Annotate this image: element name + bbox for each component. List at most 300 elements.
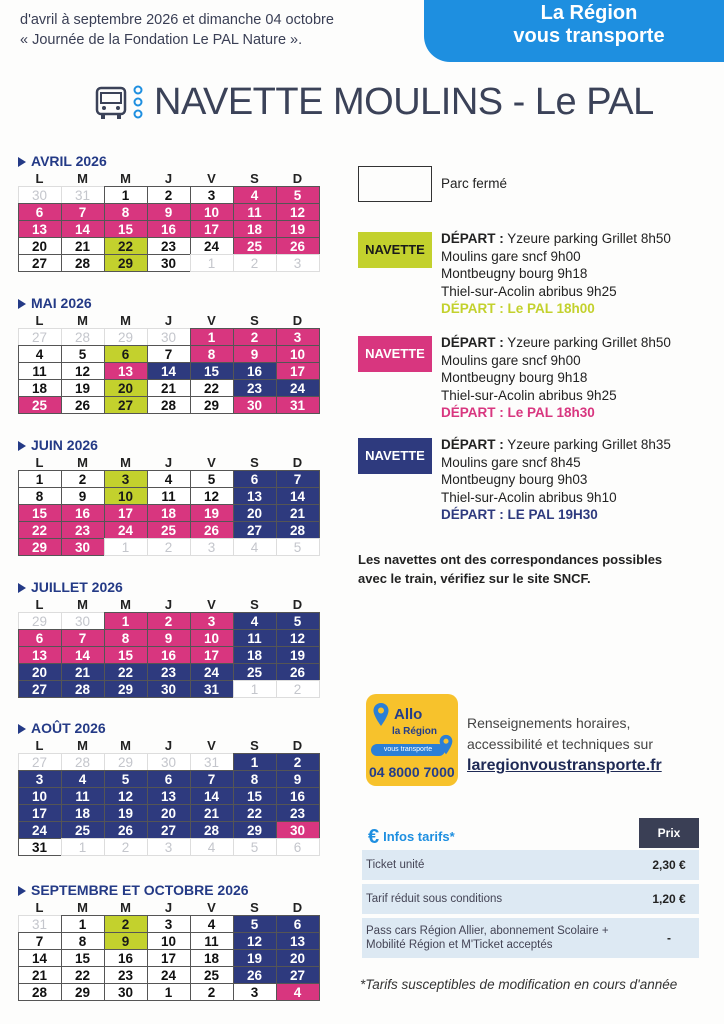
day-cell: 18 [147, 504, 191, 522]
day-cell: 21 [190, 804, 234, 822]
day-cell: 4 [147, 470, 191, 488]
triangle-icon [18, 724, 26, 734]
day-cell: 3 [276, 254, 320, 272]
day-cell: 15 [18, 504, 62, 522]
month-grid [18, 900, 320, 1000]
tarif-value: 1,20 € [652, 892, 686, 906]
tarifs-table [362, 818, 699, 962]
day-cell: 11 [147, 487, 191, 505]
tarifs-title-wrap [368, 826, 455, 849]
day-cell: 17 [190, 220, 234, 238]
day-cell: 19 [276, 220, 320, 238]
route-line [441, 334, 671, 352]
month-title [18, 579, 320, 595]
day-cell: 14 [61, 220, 105, 238]
day-cell: 21 [147, 379, 191, 397]
day-header: J [164, 597, 173, 612]
day-cell: 18 [18, 379, 62, 397]
day-cell: 7 [147, 345, 191, 363]
tarifs-header [362, 818, 699, 850]
day-cell: 15 [233, 787, 277, 805]
day-cell: 21 [276, 504, 320, 522]
euro-icon: € [368, 826, 380, 848]
day-cell: 20 [104, 379, 148, 397]
day-cell: 30 [18, 186, 62, 204]
day-cell: 22 [190, 379, 234, 397]
day-cell: 1 [104, 186, 148, 204]
day-header: M [77, 900, 88, 915]
day-cell: 30 [147, 680, 191, 698]
day-header: D [292, 900, 303, 915]
day-cell: 13 [18, 220, 62, 238]
day-cell: 16 [233, 362, 277, 380]
day-cell: 24 [276, 379, 320, 397]
day-cell: 2 [233, 254, 277, 272]
day-cell: 16 [276, 787, 320, 805]
day-cell: 7 [276, 470, 320, 488]
note-line-1: Les navettes ont des correspondances possibles [358, 552, 663, 567]
day-cell: 8 [233, 770, 277, 788]
day-header: S [250, 313, 259, 328]
map-pin-icon [372, 702, 390, 728]
day-cell: 7 [190, 770, 234, 788]
day-cell: 10 [190, 203, 234, 221]
day-cell: 13 [233, 487, 277, 505]
day-cell: 9 [147, 203, 191, 221]
day-cell: 15 [61, 949, 105, 967]
day-cell: 3 [104, 470, 148, 488]
day-cell: 6 [233, 470, 277, 488]
day-header: S [250, 171, 259, 186]
day-cell: 22 [104, 663, 148, 681]
day-cell: 25 [190, 966, 234, 984]
month-name: AVRIL 2026 [31, 153, 107, 169]
day-cell: 31 [18, 915, 62, 933]
day-header: S [250, 597, 259, 612]
day-header: M [77, 455, 88, 470]
tarif-label: Tarif réduit sous conditions [366, 893, 503, 905]
day-cell: 17 [147, 949, 191, 967]
day-cell: 19 [233, 949, 277, 967]
day-cell: 3 [18, 770, 62, 788]
day-cell: 14 [18, 949, 62, 967]
day-cell: 9 [233, 345, 277, 363]
day-cell: 9 [61, 487, 105, 505]
route-line [441, 436, 671, 454]
day-cell: 19 [61, 379, 105, 397]
day-cell: 17 [190, 646, 234, 664]
day-cell: 1 [147, 983, 191, 1001]
day-cell: 7 [61, 629, 105, 647]
tarif-value: 2,30 € [652, 858, 686, 872]
month-title [18, 720, 320, 736]
day-cell: 25 [233, 237, 277, 255]
day-cell: 18 [61, 804, 105, 822]
month-grid [18, 313, 320, 413]
day-cell: 1 [104, 538, 148, 556]
day-header: V [207, 738, 216, 753]
day-cell: 30 [147, 328, 191, 346]
day-header: V [207, 313, 216, 328]
day-header: L [35, 455, 44, 470]
month-title [18, 437, 320, 453]
day-cell: 20 [276, 949, 320, 967]
day-cell: 16 [147, 646, 191, 664]
day-cell: 23 [147, 663, 191, 681]
day-cell: 11 [18, 362, 62, 380]
day-cell: 14 [190, 787, 234, 805]
day-cell: 8 [18, 487, 62, 505]
day-cell: 28 [190, 821, 234, 839]
day-cell: 4 [190, 838, 234, 856]
day-cell: 8 [104, 629, 148, 647]
day-header: J [164, 171, 173, 186]
day-cell: 27 [18, 753, 62, 771]
day-cell: 7 [61, 203, 105, 221]
day-header: D [292, 313, 303, 328]
route-line: Thiel-sur-Acolin abribus 9h10 [441, 489, 617, 505]
day-cell: 1 [61, 915, 105, 933]
tarif-row [362, 918, 699, 958]
day-header: V [207, 455, 216, 470]
day-cell: 8 [61, 932, 105, 950]
day-cell: 9 [147, 629, 191, 647]
day-cell: 1 [104, 612, 148, 630]
route-line: Montbeugny bourg 9h18 [441, 370, 588, 385]
day-cell: 10 [104, 487, 148, 505]
triangle-icon [18, 157, 26, 167]
day-cell: 26 [190, 521, 234, 539]
day-cell: 12 [190, 487, 234, 505]
depart-stop: Yzeure parking Grillet 8h35 [503, 437, 671, 452]
day-header: V [207, 900, 216, 915]
day-header: L [35, 900, 44, 915]
tarif-value: - [667, 931, 671, 945]
day-cell: 27 [104, 396, 148, 414]
day-cell: 2 [61, 470, 105, 488]
day-cell: 11 [233, 629, 277, 647]
day-cell: 26 [276, 237, 320, 255]
day-cell: 1 [190, 328, 234, 346]
day-cell: 21 [61, 663, 105, 681]
day-cell: 25 [147, 521, 191, 539]
depart-label: DÉPART : [441, 231, 504, 246]
intro-text [20, 10, 334, 50]
month-title [18, 295, 320, 311]
day-cell: 30 [233, 396, 277, 414]
title-row [92, 76, 654, 128]
triangle-icon [18, 583, 26, 593]
day-cell: 13 [147, 787, 191, 805]
day-cell: 2 [276, 753, 320, 771]
allo-region: la Région [392, 726, 438, 737]
day-cell: 3 [190, 538, 234, 556]
day-cell: 17 [276, 362, 320, 380]
depart-stop: Yzeure parking Grillet 8h50 [503, 335, 671, 350]
day-cell: 10 [190, 629, 234, 647]
website-link[interactable]: laregionvoustransporte.fr [467, 757, 662, 774]
day-header: L [35, 313, 44, 328]
day-cell: 17 [18, 804, 62, 822]
navette-blue-badge: NAVETTE [358, 438, 432, 474]
month-name: AOÛT 2026 [31, 720, 106, 736]
day-cell: 4 [233, 186, 277, 204]
day-header: V [207, 171, 216, 186]
day-cell: 28 [61, 680, 105, 698]
day-cell: 29 [104, 328, 148, 346]
day-cell: 30 [61, 612, 105, 630]
info-text [467, 713, 662, 776]
day-cell: 6 [276, 915, 320, 933]
day-header: M [120, 313, 131, 328]
allo-logo [366, 694, 458, 786]
day-cell: 25 [61, 821, 105, 839]
tarif-label: Pass cars Région Allier, abonnement Scolaire + Mobilité Région et M'Ticket acceptés [366, 925, 609, 951]
navette-pink-badge: NAVETTE [358, 336, 432, 372]
note-line-2: avec le train, vérifiez sur le site SNCF. [358, 571, 591, 586]
day-cell: 26 [104, 821, 148, 839]
month-name: JUIN 2026 [31, 437, 98, 453]
route-line: Montbeugny bourg 9h03 [441, 472, 588, 487]
day-header: D [292, 597, 303, 612]
day-cell: 31 [61, 186, 105, 204]
day-header: S [250, 738, 259, 753]
day-cell: 13 [18, 646, 62, 664]
day-cell: 12 [104, 787, 148, 805]
month-name: MAI 2026 [31, 295, 92, 311]
day-cell: 23 [147, 237, 191, 255]
day-cell: 14 [147, 362, 191, 380]
depart-label: DÉPART : [441, 335, 504, 350]
tarif-label: Ticket unité [366, 859, 425, 871]
day-header: D [292, 738, 303, 753]
intro-line-2: « Journée de la Fondation Le PAL Nature ». [20, 32, 303, 48]
day-header: D [292, 455, 303, 470]
day-cell: 23 [233, 379, 277, 397]
day-header: L [35, 597, 44, 612]
month-calendar [18, 720, 320, 855]
day-cell: 28 [276, 521, 320, 539]
day-cell: 2 [147, 612, 191, 630]
day-cell: 28 [61, 254, 105, 272]
day-cell: 19 [276, 646, 320, 664]
route-pink [441, 334, 671, 422]
day-header: M [120, 455, 131, 470]
tarifs-title: Infos tarifs* [383, 829, 455, 844]
depart-stop: Yzeure parking Grillet 8h50 [503, 231, 671, 246]
day-cell: 16 [104, 949, 148, 967]
day-cell: 3 [190, 186, 234, 204]
day-cell: 13 [276, 932, 320, 950]
badge-line-2: vous transporte [513, 25, 665, 47]
depart-label: DÉPART : [441, 437, 504, 452]
day-header: D [292, 171, 303, 186]
day-cell: 20 [18, 663, 62, 681]
day-cell: 3 [190, 612, 234, 630]
day-cell: 23 [104, 966, 148, 984]
day-cell: 27 [276, 966, 320, 984]
day-cell: 29 [104, 753, 148, 771]
day-cell: 21 [61, 237, 105, 255]
day-header: M [120, 900, 131, 915]
route-line [441, 230, 671, 248]
day-cell: 9 [276, 770, 320, 788]
day-cell: 24 [18, 821, 62, 839]
day-cell: 1 [233, 680, 277, 698]
day-cell: 4 [233, 612, 277, 630]
day-cell: 26 [61, 396, 105, 414]
route-line: Montbeugny bourg 9h18 [441, 266, 588, 281]
day-cell: 15 [104, 646, 148, 664]
day-cell: 14 [61, 646, 105, 664]
info-line-2: accessibilité et techniques sur [467, 736, 653, 752]
day-cell: 1 [233, 753, 277, 771]
day-cell: 29 [233, 821, 277, 839]
day-cell: 22 [18, 521, 62, 539]
route-green [441, 230, 671, 318]
month-calendar [18, 882, 320, 1000]
day-header: S [250, 455, 259, 470]
route-line: Thiel-sur-Acolin abribus 9h25 [441, 387, 617, 403]
day-cell: 2 [233, 328, 277, 346]
day-cell: 5 [276, 186, 320, 204]
day-cell: 3 [147, 915, 191, 933]
day-cell: 24 [190, 663, 234, 681]
day-cell: 31 [190, 753, 234, 771]
day-cell: 5 [276, 612, 320, 630]
day-cell: 14 [276, 487, 320, 505]
day-cell: 15 [190, 362, 234, 380]
month-name: JUILLET 2026 [31, 579, 123, 595]
prix-header: Prix [639, 818, 699, 848]
day-cell: 19 [190, 504, 234, 522]
day-cell: 2 [147, 538, 191, 556]
day-cell: 1 [190, 254, 234, 272]
day-cell: 2 [147, 186, 191, 204]
route-line: Moulins gare sncf 9h00 [441, 248, 581, 264]
day-cell: 6 [18, 203, 62, 221]
day-cell: 31 [276, 396, 320, 414]
day-cell: 2 [104, 838, 148, 856]
day-cell: 19 [104, 804, 148, 822]
day-cell: 27 [18, 254, 62, 272]
day-cell: 20 [18, 237, 62, 255]
day-cell: 12 [276, 629, 320, 647]
allo-subtitle: vous transporte [371, 744, 445, 756]
day-cell: 16 [61, 504, 105, 522]
day-cell: 3 [147, 838, 191, 856]
day-cell: 9 [104, 932, 148, 950]
day-cell: 8 [190, 345, 234, 363]
month-grid [18, 597, 320, 697]
day-cell: 4 [233, 538, 277, 556]
day-cell: 5 [190, 470, 234, 488]
day-cell: 5 [276, 538, 320, 556]
day-cell: 29 [18, 538, 62, 556]
day-cell: 16 [147, 220, 191, 238]
legend-closed-label: Parc fermé [441, 176, 508, 191]
day-cell: 3 [233, 983, 277, 1001]
day-cell: 28 [147, 396, 191, 414]
day-cell: 11 [61, 787, 105, 805]
day-cell: 22 [61, 966, 105, 984]
day-cell: 17 [104, 504, 148, 522]
month-calendar [18, 579, 320, 697]
day-cell: 21 [18, 966, 62, 984]
day-cell: 18 [233, 220, 277, 238]
month-grid [18, 171, 320, 271]
info-line-1: Renseignements horaires, [467, 715, 631, 731]
day-cell: 6 [147, 770, 191, 788]
day-cell: 13 [104, 362, 148, 380]
bus-icon [92, 82, 132, 122]
month-calendar [18, 295, 320, 413]
month-title [18, 882, 320, 898]
day-cell: 30 [147, 753, 191, 771]
day-header: M [120, 171, 131, 186]
day-cell: 28 [18, 983, 62, 1001]
day-cell: 1 [18, 470, 62, 488]
day-cell: 15 [104, 220, 148, 238]
day-cell: 2 [276, 680, 320, 698]
day-cell: 1 [61, 838, 105, 856]
route-line: Moulins gare sncf 8h45 [441, 454, 581, 470]
day-header: V [207, 597, 216, 612]
day-cell: 27 [147, 821, 191, 839]
tarif-row [362, 850, 699, 880]
day-cell: 18 [233, 646, 277, 664]
day-cell: 6 [276, 838, 320, 856]
month-grid [18, 738, 320, 855]
train-note [358, 550, 662, 588]
day-header: L [35, 171, 44, 186]
return-time: DÉPART : Le PAL 18h30 [441, 405, 595, 420]
day-cell: 20 [147, 804, 191, 822]
day-cell: 29 [104, 254, 148, 272]
allo-phone: 04 8000 7000 [369, 764, 455, 780]
month-calendar [18, 153, 320, 271]
return-time: DÉPART : LE PAL 19H30 [441, 507, 598, 522]
day-cell: 24 [190, 237, 234, 255]
dots-icon [132, 82, 144, 122]
day-header: M [77, 171, 88, 186]
day-cell: 5 [233, 915, 277, 933]
day-cell: 6 [18, 629, 62, 647]
day-cell: 23 [276, 804, 320, 822]
day-cell: 31 [18, 838, 62, 856]
day-header: M [120, 597, 131, 612]
region-badge [424, 0, 724, 62]
day-cell: 5 [233, 838, 277, 856]
month-grid [18, 455, 320, 555]
day-cell: 27 [18, 680, 62, 698]
day-cell: 27 [18, 328, 62, 346]
day-cell: 25 [18, 396, 62, 414]
day-cell: 5 [61, 345, 105, 363]
day-cell: 11 [233, 203, 277, 221]
return-time: DÉPART : Le PAL 18h00 [441, 301, 595, 316]
tarif-row [362, 884, 699, 914]
day-cell: 4 [276, 983, 320, 1001]
day-cell: 29 [18, 612, 62, 630]
day-cell: 10 [147, 932, 191, 950]
badge-line-1: La Région [540, 2, 638, 24]
day-header: M [120, 738, 131, 753]
day-cell: 3 [276, 328, 320, 346]
day-cell: 23 [61, 521, 105, 539]
day-cell: 4 [18, 345, 62, 363]
legend-closed-box [358, 166, 432, 202]
